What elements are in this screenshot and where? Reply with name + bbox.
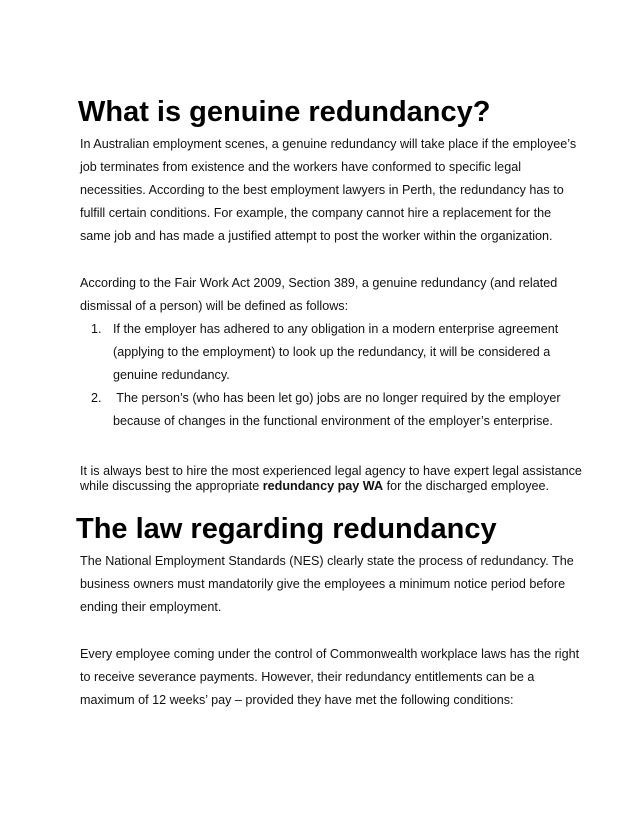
text-line: (applying to the employment) to look up the redundancy, it will be considered a xyxy=(113,345,551,359)
text-fragment: while discussing the appropriate xyxy=(80,479,263,493)
list-item xyxy=(80,387,580,433)
text-line xyxy=(80,479,580,494)
text-line: necessities. According to the best employment lawyers in Perth, the redundancy has to xyxy=(80,183,564,197)
text-line: If the employer has adhered to any obligation in a modern enterprise agreement xyxy=(113,322,559,336)
text-line: It is always best to hire the most experienced legal agency to have expert legal assistance xyxy=(80,464,582,478)
heading-law-regarding-redundancy: The law regarding redundancy xyxy=(76,513,497,545)
heading-genuine-redundancy: What is genuine redundancy? xyxy=(78,96,491,128)
text-line: business owners must mandatorily give the employees a minimum notice period before xyxy=(80,577,566,591)
genuine-redundancy-conditions-list xyxy=(80,318,580,433)
paragraph-nes xyxy=(80,550,580,619)
text-line: same job and has made a justified attempt to post the worker within the organization. xyxy=(80,229,553,243)
text-line: dismissal of a person) will be defined as follows: xyxy=(80,299,349,313)
paragraph-legal-agency xyxy=(80,464,580,494)
text-line: ending their employment. xyxy=(80,600,222,614)
text-fragment: for the discharged employee. xyxy=(383,479,550,493)
text-line: fulfill certain conditions. For example, the company cannot hire a replacement for the xyxy=(80,206,552,220)
list-number: 2. xyxy=(91,391,102,405)
text-line: because of changes in the functional environment of the employer’s enterprise. xyxy=(113,414,553,428)
text-line: The person’s (who has been let go) jobs are no longer required by the employer xyxy=(113,391,561,405)
paragraph-severance xyxy=(80,643,580,712)
text-line: maximum of 12 weeks’ pay – provided they have met the following conditions: xyxy=(80,693,514,707)
text-line: According to the Fair Work Act 2009, Section 389, a genuine redundancy (and related xyxy=(80,276,558,290)
list-item xyxy=(80,318,580,387)
paragraph-fair-work-act xyxy=(80,272,580,318)
text-line: Every employee coming under the control of Commonwealth workplace laws has the right xyxy=(80,647,580,661)
paragraph-genuine-redundancy-intro xyxy=(80,133,580,248)
text-line: genuine redundancy. xyxy=(113,368,230,382)
text-line: to receive severance payments. However, their redundancy entitlements can be a xyxy=(80,670,535,684)
list-number: 1. xyxy=(91,322,102,336)
redundancy-pay-wa-keyword: redundancy pay WA xyxy=(262,479,384,493)
text-line: job terminates from existence and the workers have conformed to specific legal xyxy=(80,160,521,174)
text-line: In Australian employment scenes, a genuine redundancy will take place if the employee’s xyxy=(80,137,577,151)
text-line: The National Employment Standards (NES) clearly state the process of redundancy. The xyxy=(80,554,574,568)
